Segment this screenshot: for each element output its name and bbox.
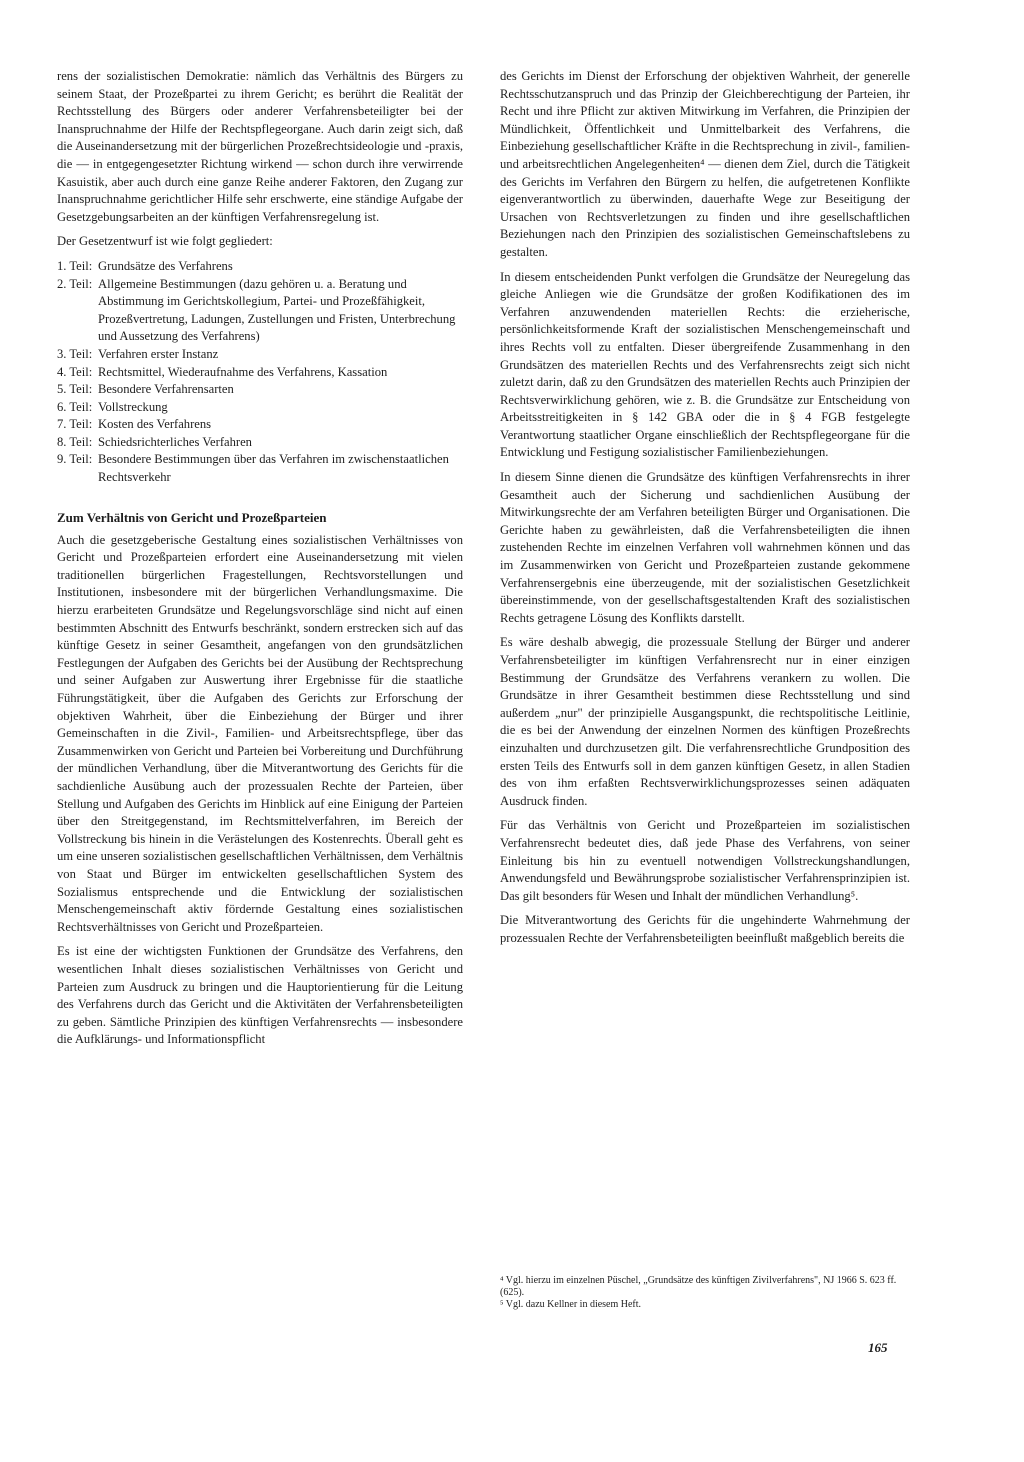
footnote: ⁵ Vgl. dazu Kellner in diesem Heft.	[500, 1299, 642, 1310]
footnote: ⁴ Vgl. hierzu im einzelnen Püschel, „Grundsätze des künftigen Zivilverfahrens", NJ 1966 S. 623 ff. (625).	[500, 1275, 897, 1298]
outline-text: Grundsätze des Verfahrens	[98, 258, 233, 273]
outline-text: Besondere Bestimmungen über das Verfahren im zwischenstaatlichen Rechtsverkehr	[98, 452, 449, 485]
paragraph: In diesem entscheidenden Punkt verfolgen die Grundsätze der Neuregelung das gleiche Anliegen wie die Grundsätze der großen Kodifikationen des im Verfahren anzuwendenden materiellen Rechts: die erzieherische, persönlichkeitsformende Kraft der sozialistischen Menschengemeinschaft und ihres Rechts voll zu entfalten. Dieser übergreifende Zusammenhang in den Grundsätzen des materiellen Rechts und des Verfahrensrechts zeigt sich nicht zuletzt darin, daß zu den Grundsätzen des materiellen Rechts auch Prinzipien der Rechtsverwirklichung gehören, wie z. B. die Grundsätze zur Entscheidung von Arbeitsstreitigkeiten in § 142 GBA oder die in § 4 FGB festgelegte Verantwortung staatlicher Organe einschließlich der Rechtspflegeorgane für die Entwicklung und Festigung sozialistischer Familienbeziehungen.	[500, 269, 910, 460]
page-number: 165	[868, 1340, 888, 1355]
outline-item	[57, 276, 463, 346]
outline-item	[57, 258, 463, 276]
outline-part: 6. Teil:	[57, 399, 93, 414]
outline-part: 5. Teil:	[57, 382, 93, 397]
paragraph: In diesem Sinne dienen die Grundsätze des künftigen Verfahrensrechts in ihrer Gesamtheit auch der Sicherung und sachdienlichen Ausübung der Mitwirkungsrechte der am Verfahren beteiligten Bürger und Organisationen. Die Gerichte haben zu gewährleisten, daß die Verfahrensbeteiligten die ihnen zustehenden Rechte im einzelnen Verfahren voll wahrnehmen können und das im Zusammenwirken von Gericht und Prozeßparteien zustande gekommene Verfahrensergebnis eine überzeugende, mit der sozialistischen Gesetzlichkeit übereinstimmende, von der gesellschaftsgestaltenden Kraft des sozialistischen Rechts getragene Lösung des Konflikts darstellt.	[500, 470, 910, 625]
outline-part: 8. Teil:	[57, 434, 93, 449]
outline-text: Schiedsrichterliches Verfahren	[98, 434, 252, 449]
paragraph: rens der sozialistischen Demokratie: nämlich das Verhältnis des Bürgers zu seinem Staat, der Prozeßpartei zu ihrem Gericht; es berührt die Realität der Rechtsstellung des Bürgers oder anderer Verfahrensbeteiligter bei der Inanspruchnahme der Hilfe der Rechtspflegeorgane. Auch darin zeigt sich, daß die Auseinandersetzung mit der bürgerlichen Prozeßrechtsideologie und -praxis, die — in entgegengesetzter Richtung wirkend — schon durch ihre verwirrende Kasuistik, aber auch durch eine ganze Reihe anderer Faktoren, den Zugang zur Inanspruchnahme gerichtlicher Hilfe sehr erschwerte, eine ständige Aufgabe der Gesetzgebungsarbeiten an der künftigen Verfahrensregelung ist.	[57, 69, 463, 224]
outline-item	[57, 346, 463, 364]
outline-text: Kosten des Verfahrens	[98, 417, 212, 432]
outline-list	[57, 258, 463, 487]
footnotes	[500, 1275, 910, 1311]
left-column	[57, 68, 463, 1056]
outline-text: Rechtsmittel, Wiederaufnahme des Verfahrens, Kassation	[98, 364, 388, 379]
outline-item	[57, 416, 463, 434]
paragraph: Für das Verhältnis von Gericht und Prozeßparteien im sozialistischen Verfahrensrecht bedeutet dies, daß jede Phase des Verfahrens, von seiner Einleitung bis hin zu eventuell notwendigen Vollstreckungshandlungen, Anwendungsfeld und Bewährungsprobe sozialistischer Verfahrensprinzipien ist. Das gilt besonders für Wesen und Inhalt der mündlichen Verhandlung⁵.	[500, 818, 910, 903]
outline-part: 4. Teil:	[57, 364, 93, 379]
outline-text: Besondere Verfahrensarten	[98, 382, 234, 397]
paragraph: Es wäre deshalb abwegig, die prozessuale Stellung der Bürger und anderer Verfahrensbeteiligter im künftigen Verfahrensrecht nur in einer einzigen Bestimmung der Grundsätze des Verfahrens verankern zu wollen. Die Grundsätze in ihrer Gesamtheit bestimmen diese Rechtsstellung und sind außerdem „nur" der prinzipielle Ausgangspunkt, die rechtspolitische Leitlinie, die es bei der Anwendung der einzelnen Normen des künftigen Prozeßrechts einzuhalten und durchzusetzen gilt. Die verfahrensrechtliche Grundposition des ersten Teils des Entwurfs soll in dem ganzen künftigen Gesetz, in allen Stadien des von ihm erfaßten Rechtsverwirklichungsprozesses seinen adäquaten Ausdruck finden.	[500, 635, 910, 808]
outline-text: Verfahren erster Instanz	[98, 346, 219, 361]
section-heading: Zum Verhältnis von Gericht und Prozeßparteien	[57, 509, 327, 525]
outline-text: Allgemeine Bestimmungen (dazu gehören u. a. Beratung und Abstimmung im Gerichtskollegium, Partei- und Prozeßfähigkeit, Prozeßvertretung, Ladungen, Zustellungen und Fristen, Unterbrechung und Aussetzung des Verfahrens)	[98, 276, 456, 344]
outline-part: 7. Teil:	[57, 417, 93, 432]
outline-part: 9. Teil:	[57, 452, 93, 467]
outline-item	[57, 364, 463, 382]
outline-item	[57, 451, 463, 486]
paragraph: Der Gesetzentwurf ist wie folgt gegliedert:	[57, 234, 273, 249]
outline-part: 1. Teil:	[57, 258, 93, 273]
outline-item	[57, 434, 463, 452]
paragraph: Es ist eine der wichtigsten Funktionen der Grundsätze des Verfahrens, den wesentlichen Inhalt dieses sozialistischen Verhältnisses von Gericht und Parteien zum Ausdruck zu bringen und die Hauptorientierung für die Leitung des Verfahrens durch das Gericht und die Aktivitäten der Verfahrensbeteiligten zu geben. Sämtliche Prinzipien des künftigen Verfahrensrechts — insbesondere die Aufklärungs- und Informationspflicht	[57, 944, 463, 1047]
outline-item	[57, 399, 463, 417]
paragraph: des Gerichts im Dienst der Erforschung der objektiven Wahrheit, der generelle Rechtsschutzanspruch und das Prinzip der Gleichberechtigung der Parteien, ihr Recht und ihre Pflicht zur aktiven Mitwirkung im Verfahren, die Prinzipien der Mündlichkeit, Öffentlichkeit und Unmittelbarkeit des Verfahrens, die Einbeziehung gesellschaftlicher Kräfte in die Rechtsprechung in zivil-, familien- und arbeitsrechtlichen Angelegenheiten⁴ — dienen dem Ziel, durch die Tätigkeit des Gerichts im Verfahren den Bürgern zu helfen, die aufgetretenen Konflikte eigenverantwortlich zu überwinden, dauerhafte Wege zur Beseitigung der Ursachen von Rechtsverletzungen zu finden und ihre gesellschaftlichen Beziehungen nach den Prinzipien des sozialistischen Gemeinschaftslebens zu gestalten.	[500, 69, 910, 259]
outline-part: 3. Teil:	[57, 346, 93, 361]
paragraph: Auch die gesetzgeberische Gestaltung eines sozialistischen Verhältnisses von Gericht und Prozeßparteien erfordert eine Auseinandersetzung mit vielen traditionellen bürgerlichen Fragestellungen, Rechtsvorstellungen und Institutionen, insbesondere mit der bürgerlichen Verhandlungsmaxime. Die hierzu erarbeiteten Grundsätze und Regelungsvorschläge sind nicht auf einen bestimmten Abschnitt des Entwurfs beschränkt, sondern erstrecken sich auf das künftige Gesetz in seiner Gesamtheit, angefangen von den grundsätzlichen Festlegungen der Aufgaben des Gerichts bei der Ausübung der Rechtsprechung und seiner Aufgaben zur Auswertung ihrer Ergebnisse für die staatliche Führungstätigkeit, über die Aufgaben des Gerichts zur Erforschung der objektiven Wahrheit, über die Einbeziehung der Bürger und ihrer Gemeinschaften in die Zivil-, Familien- und Arbeitsrechtspflege, über das Zusammenwirken von Gericht und Parteien bei Vorbereitung und Durchführung der mündlichen Verhandlung, über die Mitverantwortung des Gerichts für die sachdienliche Ausübung auch der prozessualen Rechte der Parteien, über Stellung und Aufgaben des Gerichts im Hinblick auf eine Einigung der Parteien über den Streitgegenstand, im Rechtsmittelverfahren, im Bereich der Vollstreckung bis hinein in die Verästelungen des Kostenrechts. Überall geht es um eine unseren sozialistischen gesellschaftlichen Verhältnissen, dem Verhältnis von Staat und Bürger im entwickelten gesellschaftlichen System des Sozialismus entsprechende und die Entwicklung der sozialistischen Menschengemeinschaft aktiv fördernde Gestaltung eines sozialistischen Rechtsverhältnisses von Gericht und Prozeßparteien.	[57, 532, 463, 934]
outline-item	[57, 381, 463, 399]
outline-text: Vollstreckung	[98, 399, 168, 414]
right-column	[500, 68, 910, 955]
outline-part: 2. Teil:	[57, 276, 93, 291]
paragraph: Die Mitverantwortung des Gerichts für die ungehinderte Wahrnehmung der prozessualen Rechte der Verfahrensbeteiligten beeinflußt maßgeblich bereits die	[500, 913, 910, 945]
